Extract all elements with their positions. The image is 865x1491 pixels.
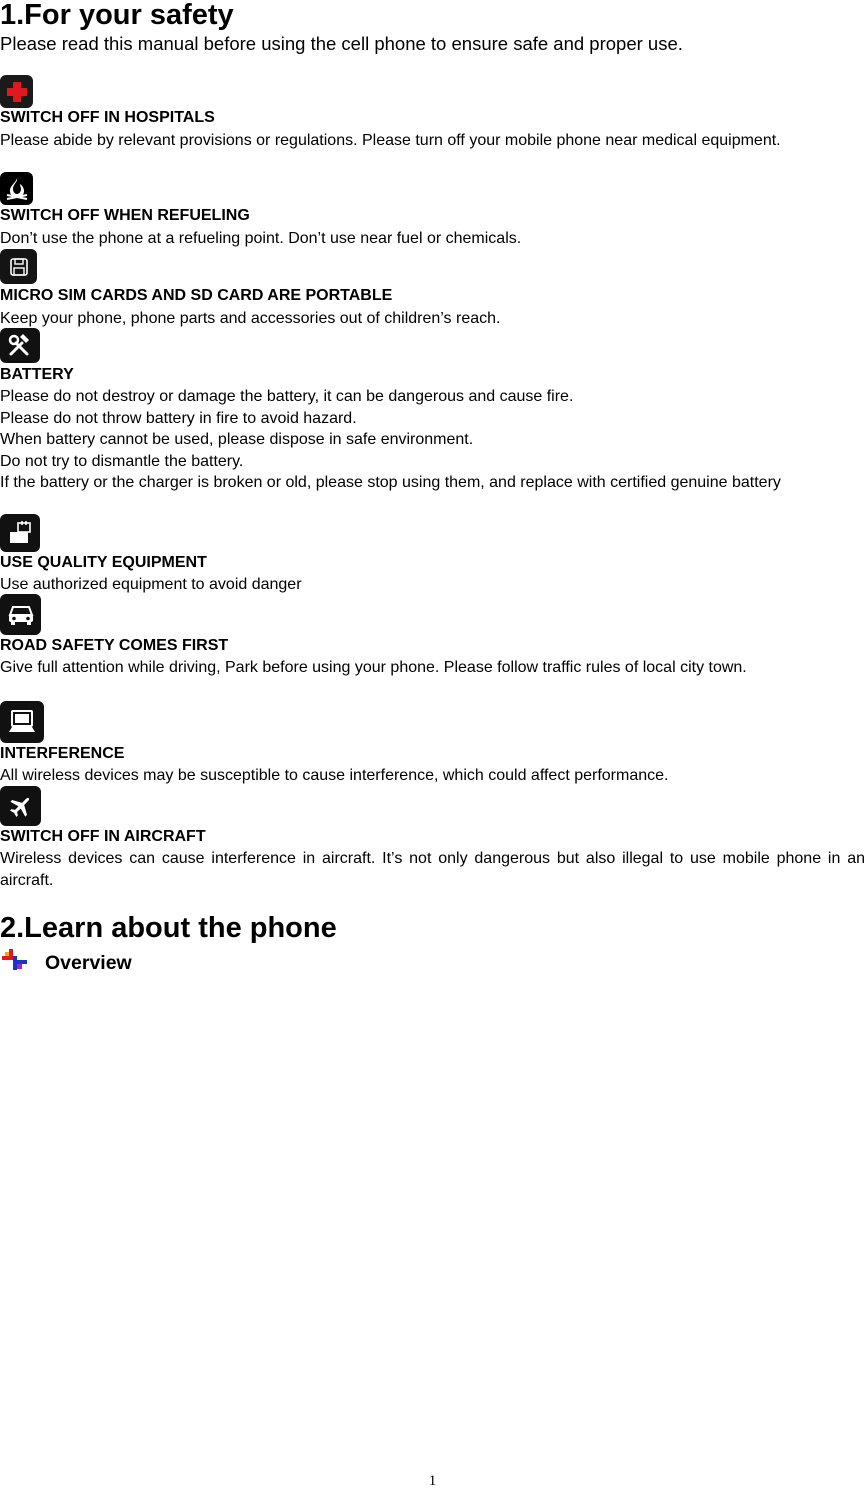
item-title-road-safety: ROAD SAFETY COMES FIRST <box>0 637 229 654</box>
laptop-icon <box>0 701 44 743</box>
item-title-hospitals: SWITCH OFF IN HOSPITALS <box>0 109 215 126</box>
overview-heading: Overview <box>45 952 132 974</box>
item-title-refueling: SWITCH OFF WHEN REFUELING <box>0 207 250 224</box>
item-title-interference: INTERFERENCE <box>0 745 125 762</box>
item-text-interference <box>0 765 865 787</box>
section-1-intro: Please read this manual before using the cell phone to ensure safe and proper use. <box>0 33 683 54</box>
item-text-line: All wireless devices may be susceptible to cause interference, which could affect performance. <box>0 767 669 784</box>
item-text-road-safety <box>0 657 865 679</box>
airplane-icon <box>0 786 41 826</box>
item-text-line: When battery cannot be used, please dispose in safe environment. <box>0 431 474 448</box>
tools-icon <box>0 328 40 363</box>
item-title-aircraft: SWITCH OFF IN AIRCRAFT <box>0 828 206 845</box>
section-2-heading: 2.Learn about the phone <box>0 912 337 944</box>
item-title-battery: BATTERY <box>0 366 74 383</box>
item-title-sim-cards: MICRO SIM CARDS AND SD CARD ARE PORTABLE <box>0 287 393 304</box>
item-text-refueling <box>0 228 865 250</box>
page-number: 1 <box>428 1473 437 1489</box>
item-text-line: Wireless devices can cause interference in aircraft. It’s not only dangerous but also illegal to use mobile phone in an aircraft. <box>0 850 865 889</box>
item-text-line: Don’t use the phone at a refueling point. Don’t use near fuel or chemicals. <box>0 230 522 247</box>
item-text-battery <box>0 386 865 494</box>
item-text-hospitals <box>0 130 865 152</box>
sim-card-icon <box>0 249 37 284</box>
section-1-heading: 1.For your safety <box>0 0 234 31</box>
car-icon <box>0 594 41 635</box>
item-title-quality-equipment: USE QUALITY EQUIPMENT <box>0 554 207 571</box>
item-text-line: Give full attention while driving, Park before using your phone. Please follow traffic rules of local city town. <box>0 659 747 676</box>
item-text-line: If the battery or the charger is broken or old, please stop using them, and replace with certified genuine battery <box>0 474 781 491</box>
item-text-aircraft <box>0 848 865 891</box>
item-text-quality-equipment <box>0 574 865 596</box>
item-text-line: Do not try to dismantle the battery. <box>0 452 244 470</box>
item-text-sim-cards <box>0 308 865 330</box>
equipment-icon <box>0 514 40 552</box>
bullet-cross-icon <box>2 949 28 971</box>
item-text-line: Please abide by relevant provisions or regulations. Please turn off your mobile phone near medical equipment. <box>0 132 781 149</box>
item-text-line: Use authorized equipment to avoid danger <box>0 576 302 593</box>
medical-cross-icon <box>0 75 33 108</box>
fire-icon <box>0 172 33 205</box>
item-text-line: Keep your phone, phone parts and accessories out of children’s reach. <box>0 310 501 327</box>
item-text-line: Please do not destroy or damage the battery, it can be dangerous and cause fire. <box>0 388 574 405</box>
item-text-line: Please do not throw battery in fire to avoid hazard. <box>0 409 357 427</box>
